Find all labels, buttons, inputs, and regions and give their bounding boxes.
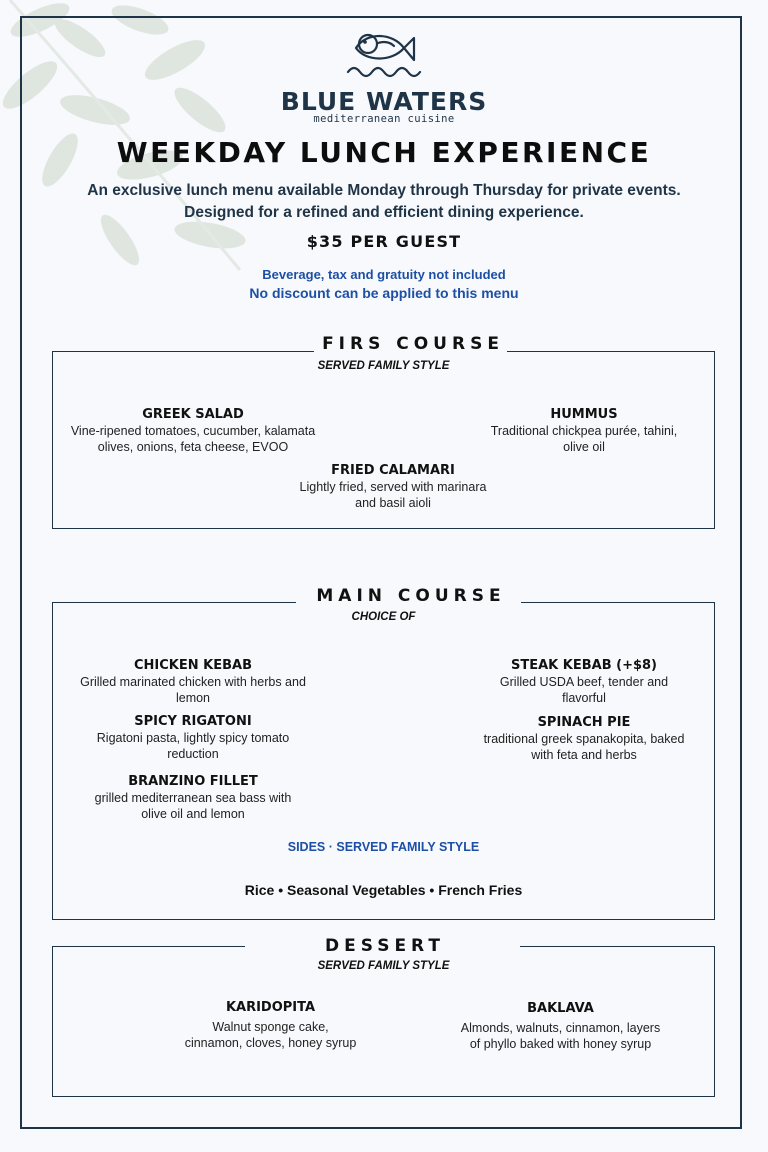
first-course-section — [52, 351, 715, 529]
menu-item — [253, 462, 533, 511]
item-name: GREEK SALAD — [142, 407, 244, 422]
item-name: HUMMUS — [550, 407, 618, 422]
item-name: STEAK KEBAB (+$8) — [511, 658, 657, 673]
item-desc: lemon — [175, 690, 211, 705]
brand-tagline: mediterranean cuisine — [313, 113, 455, 125]
item-desc: traditional greek spanakopita, baked — [483, 732, 685, 746]
menu-item — [63, 773, 323, 822]
item-desc: cinnamon, cloves, honey syrup — [184, 1035, 357, 1050]
fish-logo-icon — [0, 26, 768, 86]
main-course-subtitle: CHOICE OF — [351, 611, 416, 623]
item-name: SPICY RIGATONI — [134, 714, 252, 729]
item-name: BAKLAVA — [527, 1001, 594, 1016]
item-desc: Grilled marinated chicken with herbs and — [80, 675, 306, 689]
item-desc: Almonds, walnuts, cinnamon, layers — [460, 1021, 661, 1035]
item-desc: grilled mediterranean sea bass with — [94, 791, 292, 805]
item-desc: of phyllo baked with honey syrup — [469, 1036, 652, 1051]
sides-list: Rice • Seasonal Vegetables • French Fries — [244, 882, 523, 898]
item-desc: reduction — [167, 746, 219, 761]
item-desc: olive oil — [563, 439, 605, 454]
item-desc: with feta and herbs — [531, 747, 637, 762]
note-discount: No discount can be applied to this menu — [249, 285, 519, 301]
item-desc: olive oil and lemon — [141, 806, 245, 821]
intro-line-2: Designed for a refined and efficient dining experience. — [184, 204, 584, 221]
item-desc: Traditional chickpea purée, tahini, — [490, 424, 678, 438]
item-name: CHICKEN KEBAB — [134, 658, 252, 673]
item-desc: and basil aioli — [355, 495, 431, 510]
pricing-notes — [0, 266, 768, 303]
item-desc: Walnut sponge cake, — [212, 1020, 329, 1034]
dessert-subtitle: SERVED FAMILY STYLE — [317, 960, 450, 972]
menu-item — [63, 657, 323, 706]
first-course-subtitle: SERVED FAMILY STYLE — [317, 360, 450, 372]
main-course-section — [52, 602, 715, 920]
item-desc: Grilled USDA beef, tender and — [499, 675, 669, 689]
item-name: KARIDOPITA — [225, 1000, 316, 1015]
item-desc: olives, onions, feta cheese, EVOO — [97, 439, 289, 454]
item-desc: flavorful — [562, 690, 606, 705]
item-name: BRANZINO FILLET — [128, 774, 258, 789]
menu-item — [153, 999, 388, 1051]
main-course-title: MAIN COURSE — [296, 586, 521, 606]
note-beverage: Beverage, tax and gratuity not included — [262, 267, 506, 282]
dessert-title: DESSERT — [245, 936, 520, 956]
menu-item — [433, 1000, 688, 1052]
first-course-title: FIRS COURSE — [314, 334, 507, 354]
page-title: WEEKDAY LUNCH EXPERIENCE — [116, 136, 652, 169]
item-desc: Vine-ripened tomatoes, cucumber, kalamata — [70, 424, 316, 438]
intro-line-1: An exclusive lunch menu available Monday through Thursday for private events. — [87, 182, 681, 199]
dessert-section — [52, 946, 715, 1097]
item-name: SPINACH PIE — [537, 715, 631, 730]
item-desc: Rigatoni pasta, lightly spicy tomato — [96, 731, 290, 745]
brand-name: BLUE WATERS — [280, 87, 488, 116]
price-per-guest: $35 PER GUEST — [306, 232, 462, 251]
menu-item — [63, 713, 323, 762]
intro-text — [0, 180, 768, 224]
item-desc: Lightly fried, served with marinara — [299, 480, 487, 494]
menu-item — [453, 406, 715, 455]
item-name: FRIED CALAMARI — [331, 463, 455, 478]
menu-item — [53, 406, 333, 455]
menu-item — [453, 657, 715, 706]
menu-item — [453, 714, 715, 763]
sides-title: SIDES · SERVED FAMILY STYLE — [287, 840, 480, 854]
